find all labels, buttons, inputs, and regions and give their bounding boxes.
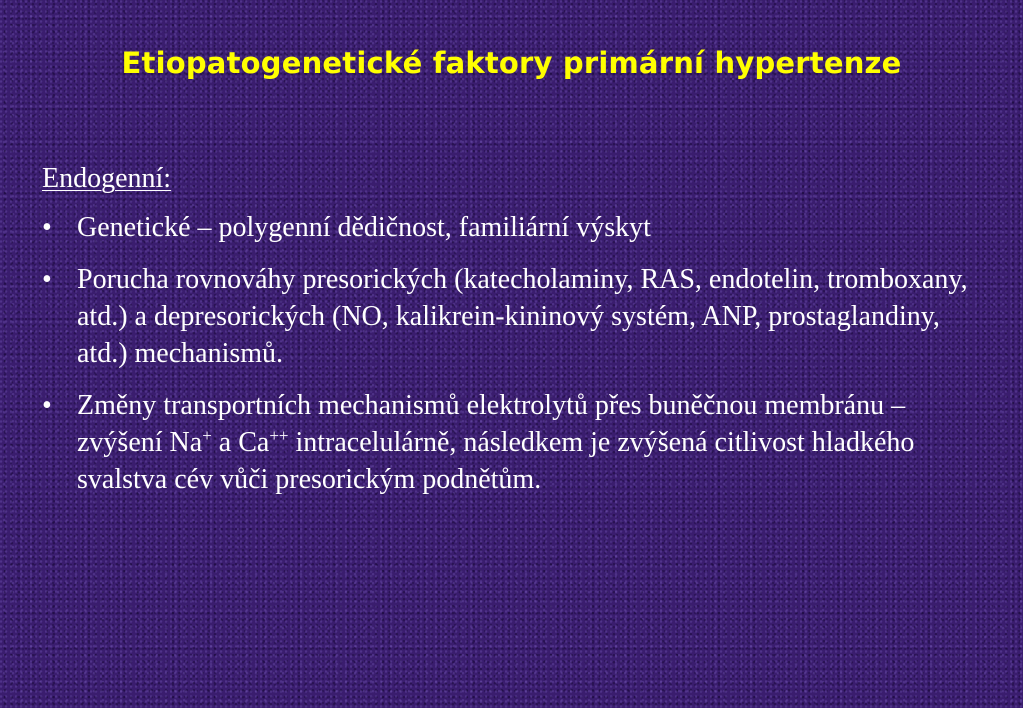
bullet-list bbox=[42, 209, 987, 498]
superscript-double-plus: ++ bbox=[269, 426, 289, 445]
bullet-item-transport bbox=[42, 387, 987, 498]
bullet-dot-icon: • bbox=[42, 212, 52, 243]
slide-title: Etiopatogenetické faktory primární hypertenze bbox=[121, 46, 902, 80]
bullet-text: Genetické – polygenní dědičnost, familiární výskyt bbox=[77, 212, 651, 243]
superscript-plus: + bbox=[202, 426, 212, 445]
bullet-text-part: intracelulárně, následkem je zvýšená citlivost hladkého svalstva cév vůči presorickým podnětům. bbox=[77, 427, 915, 495]
bullet-item-balance bbox=[42, 261, 987, 372]
bullet-text-part: Změny transportních mechanismů elektrolytů přes buněčnou membránu – zvýšení Na bbox=[77, 390, 906, 458]
bullet-text: Porucha rovnováhy presorických (katecholaminy, RAS, endotelin, tromboxany, atd.) a depresorických (NO, kalikrein-kininový systém, ANP, prostaglandiny, atd.) mechanismů. bbox=[77, 264, 968, 369]
bullet-text-part: a Ca bbox=[211, 427, 270, 458]
section-heading: Endogenní: bbox=[42, 163, 172, 194]
bullet-dot-icon: • bbox=[42, 390, 52, 421]
slide-content bbox=[42, 160, 987, 513]
bullet-item-genetic bbox=[42, 209, 987, 246]
bullet-dot-icon: • bbox=[42, 264, 52, 295]
